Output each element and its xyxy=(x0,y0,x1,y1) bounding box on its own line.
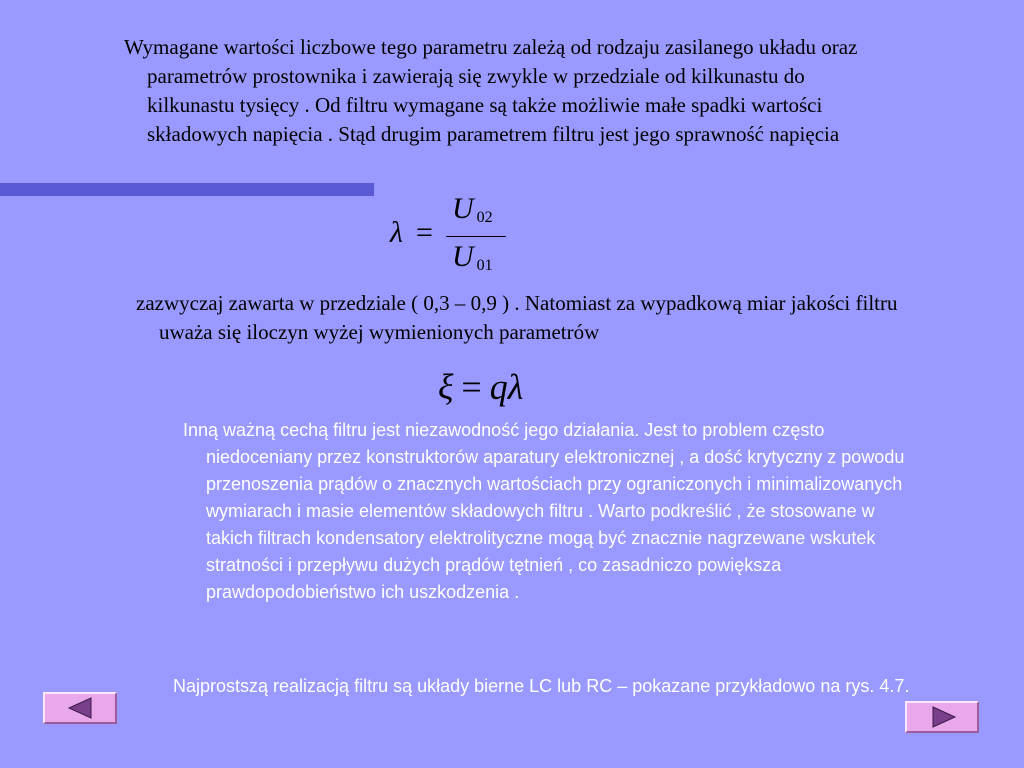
paragraph-simplest-realization: Najprostszą realizacją filtru są układy bierne LC lub RC – pokazane przykładowo na rys. 4.7. xyxy=(173,676,910,696)
formula-q-lambda: qλ xyxy=(489,367,524,407)
formula-quality-product xyxy=(438,366,523,408)
formula-denominator: U 01 xyxy=(452,240,493,274)
decorative-bar xyxy=(0,183,374,196)
triangle-right-icon xyxy=(907,703,977,731)
paragraph-reliability: Inną ważną cechą filtru jest niezawodność jego działania. Jest to problem często niedoceniany przez konstruktorów aparatury elektronicznej , a dość krytyczny z powodu przenoszenia prądów o znacznych wartościach przy ograniczonych i minimalizowanych wymiarach i masie elementów składowych filtru . Warto podkreślić , że stosowane w takich filtrach kondensatory elektrolityczne mogą być znacznie nagrzewane wskutek stratności i przepływu dużych prądów tętnień , co zasadniczo powiększa prawdopodobieństwo ich uszkodzenia . xyxy=(183,420,905,602)
formula-voltage-efficiency xyxy=(386,192,516,284)
formula-lambda: λ xyxy=(390,216,403,249)
paragraph-parameter-values: Wymagane wartości liczbowe tego parametru zależą od rodzaju zasilanego układu oraz parametrów prostownika i zawierają się zwykle w przedziale od kilkunastu do kilkunastu tysięcy . Od filtru wymagane są także możliwie małe spadki wartości składowych napięcia . Stąd drugim parametrem filtru jest jego sprawność napięcia xyxy=(124,35,858,146)
previous-slide-button[interactable] xyxy=(43,692,117,724)
triangle-left-icon xyxy=(45,694,115,722)
formula-equals: = xyxy=(416,216,433,249)
formula-xi: ξ xyxy=(438,367,454,407)
formula-equals: = xyxy=(461,367,482,407)
fraction-line xyxy=(446,236,506,237)
next-slide-button[interactable] xyxy=(905,701,979,733)
paragraph-range: zazwyczaj zawarta w przedziale ( 0,3 – 0,9 ) . Natomiast za wypadkową miar jakości filtru uważa się iloczyn wyżej wymienionych parametrów xyxy=(136,291,898,344)
formula-numerator: U 02 xyxy=(452,192,493,226)
